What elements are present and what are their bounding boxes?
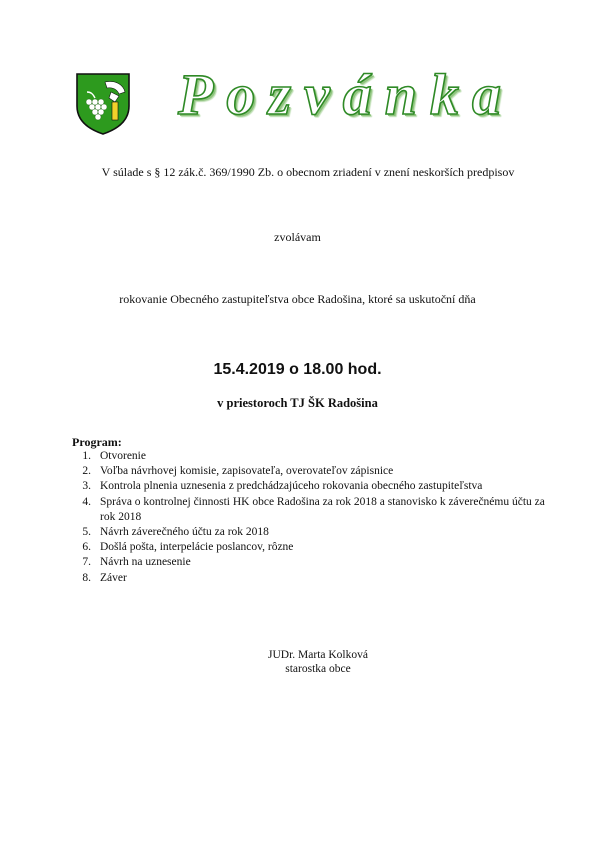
meeting-datetime: 15.4.2019 o 18.00 hod. <box>213 361 382 378</box>
meeting-description: rokovanie Obecného zastupiteľstva obce Radošina, ktoré sa uskutoční dňa <box>119 292 476 306</box>
program-item <box>72 479 552 494</box>
program-item-number: 4. <box>82 495 91 508</box>
program-item-number: 5. <box>82 526 91 539</box>
program-item <box>72 495 552 525</box>
program-item <box>72 540 552 555</box>
program-item-text: Kontrola plnenia uznesenia z predchádzajúceho rokovania obecného zastupiteľstva <box>100 480 483 493</box>
program-title: Program: <box>72 435 122 449</box>
program-item-text: Správa o kontrolnej činnosti HK obce Radošina za rok 2018 a stanovisko k záverečnému účtu za rok 2018 <box>100 495 545 523</box>
program-item <box>72 464 552 479</box>
meeting-venue: v priestoroch TJ ŠK Radošina <box>217 396 378 410</box>
program-item-number: 8. <box>82 571 91 584</box>
program-item-text: Došlá pošta, interpelácie poslancov, rôzne <box>100 541 294 554</box>
program-item <box>72 525 552 540</box>
program-list <box>72 449 552 586</box>
convocation-text: zvolávam <box>274 230 321 244</box>
program-item-text: Návrh záverečného účtu za rok 2018 <box>100 526 269 539</box>
legal-basis-text: V súlade s § 12 zák.č. 369/1990 Zb. o obecnom zriadení v znení neskorších predpisov <box>101 165 515 179</box>
program-item-number: 3. <box>82 480 91 493</box>
program-item-number: 2. <box>82 465 91 478</box>
program-item <box>72 449 552 464</box>
program-item-number: 1. <box>82 450 91 462</box>
program-item-text: Záver <box>100 571 127 584</box>
signatory-role: starostka obce <box>285 663 351 675</box>
program-item-number: 6. <box>82 541 91 554</box>
page-title: Pozvánka <box>178 62 514 127</box>
program-item <box>72 571 552 586</box>
program-item-text: Voľba návrhovej komisie, zapisovateľa, overovateľov zápisnice <box>100 465 394 478</box>
program-item-text: Otvorenie <box>100 450 146 462</box>
program-item <box>72 555 552 570</box>
coat-of-arms-icon <box>75 72 131 136</box>
signatory-name: JUDr. Marta Kolková <box>268 649 368 661</box>
program-item-text: Návrh na uznesenie <box>100 556 191 569</box>
program-item-number: 7. <box>82 556 91 569</box>
